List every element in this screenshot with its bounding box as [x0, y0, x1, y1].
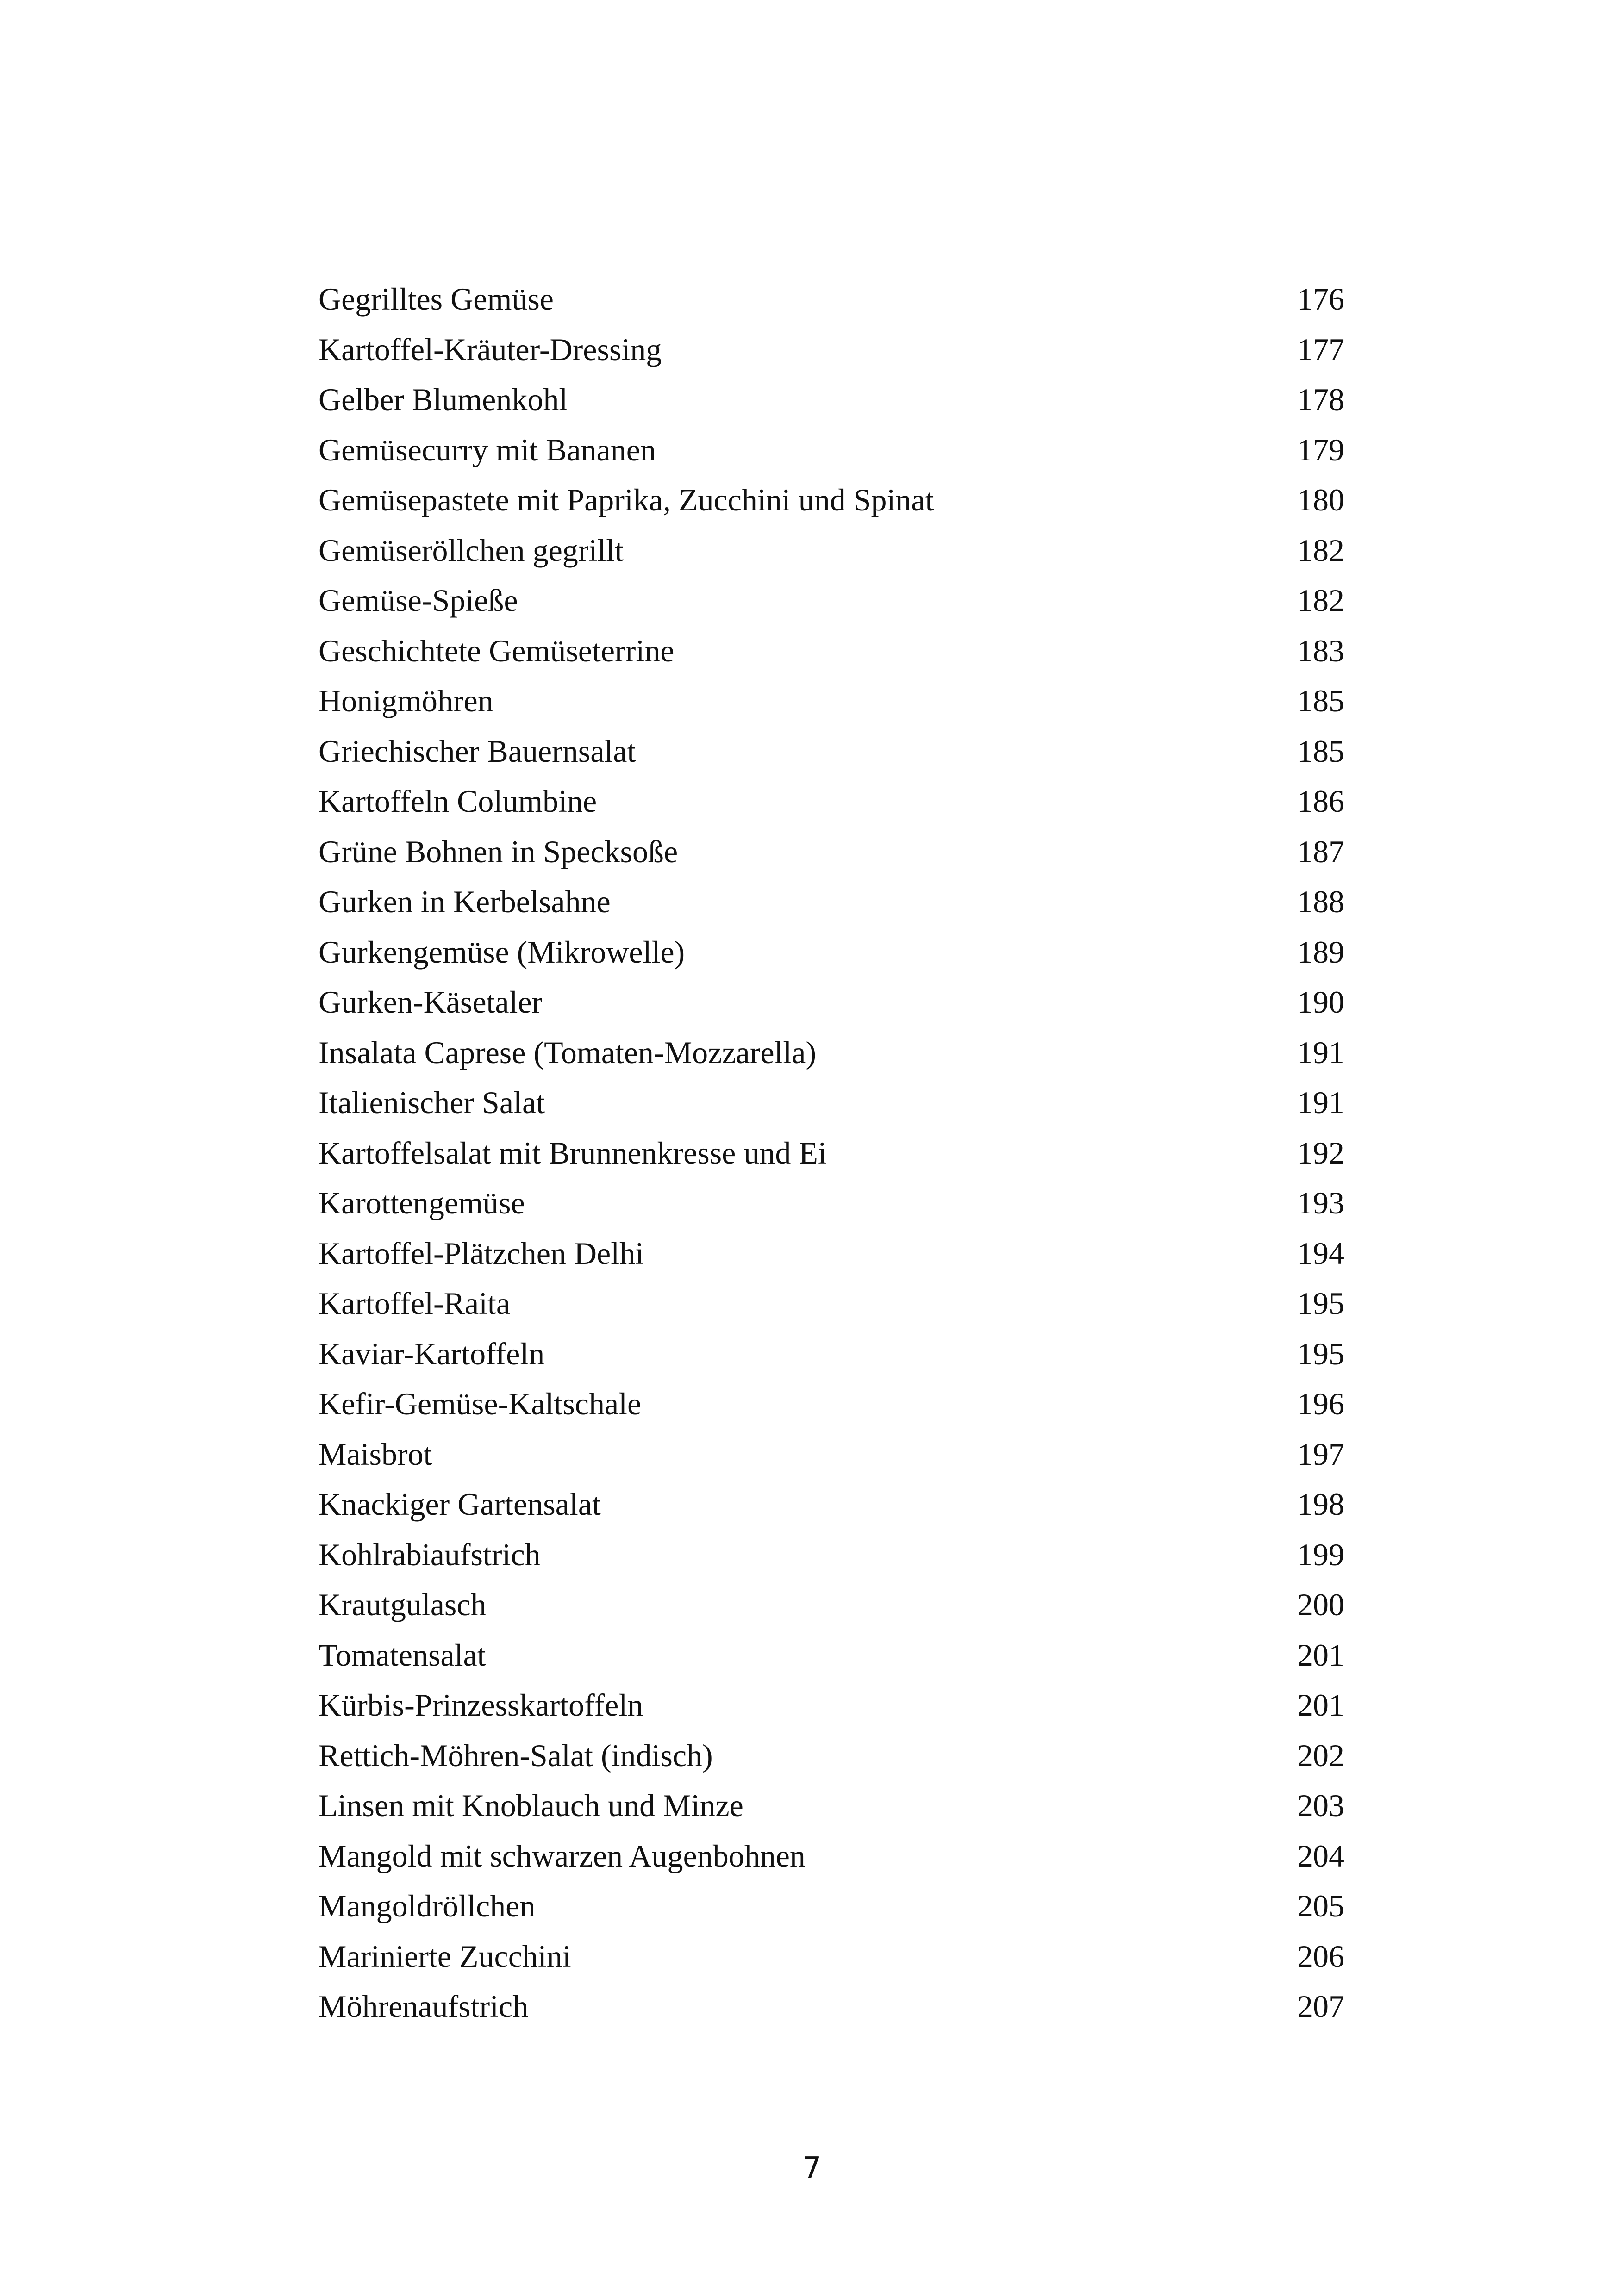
toc-entry-page: 193: [1297, 1185, 1344, 1220]
toc-entry-page: 188: [1297, 884, 1344, 919]
toc-entry-page: 185: [1297, 683, 1344, 718]
toc-entry: [319, 877, 1344, 927]
toc-entry-title: Gegrilltes Gemüse: [319, 281, 554, 317]
toc-entry: [319, 1730, 1344, 1781]
toc-entry: [319, 374, 1344, 425]
toc-entry-title: Insalata Caprese (Tomaten-Mozzarella): [319, 1034, 817, 1070]
toc-entry-title: Kartoffel-Plätzchen Delhi: [319, 1235, 644, 1271]
toc-entry-title: Geschichtete Gemüseterrine: [319, 633, 675, 668]
toc-entry-page: 205: [1297, 1888, 1344, 1923]
toc-entry-page: 199: [1297, 1537, 1344, 1572]
toc-entry-page: 202: [1297, 1737, 1344, 1773]
toc-entry-page: 178: [1297, 382, 1344, 417]
toc-entry-page: 197: [1297, 1436, 1344, 1472]
toc-entry-title: Kefir-Gemüse-Kaltschale: [319, 1386, 642, 1421]
toc-entry: [319, 274, 1344, 324]
toc-entry: [319, 1580, 1344, 1630]
toc-entry-title: Grüne Bohnen in Specksoße: [319, 834, 678, 869]
toc-entry: [319, 575, 1344, 626]
toc-entry: [319, 1429, 1344, 1480]
toc-entry-title: Marinierte Zucchini: [319, 1938, 571, 1974]
toc-entry: [319, 827, 1344, 877]
toc-entry-title: Gemüseröllchen gegrillt: [319, 532, 624, 568]
toc-entry-page: 180: [1297, 482, 1344, 517]
toc-entry: [319, 425, 1344, 475]
toc-entry-page: 185: [1297, 733, 1344, 769]
toc-entry-title: Krautgulasch: [319, 1587, 487, 1622]
toc-entry: [319, 324, 1344, 375]
toc-entry-page: 186: [1297, 784, 1344, 819]
toc-entry-page: 196: [1297, 1386, 1344, 1421]
toc-entry: [319, 1780, 1344, 1831]
toc-entry-page: 179: [1297, 432, 1344, 467]
toc-entry-page: 195: [1297, 1286, 1344, 1321]
toc-entry-page: 194: [1297, 1235, 1344, 1271]
toc-entry: [319, 1630, 1344, 1680]
toc-entry: [319, 977, 1344, 1027]
toc-entry: [319, 626, 1344, 676]
toc-entry-page: 195: [1297, 1336, 1344, 1371]
toc-entry-page: 200: [1297, 1587, 1344, 1622]
toc-entry-title: Mangold mit schwarzen Augenbohnen: [319, 1838, 806, 1873]
toc-entry-title: Gurken in Kerbelsahne: [319, 884, 611, 919]
toc-entry-page: 182: [1297, 532, 1344, 568]
toc-entry-page: 203: [1297, 1788, 1344, 1823]
toc-entry: [319, 927, 1344, 977]
toc-entry-title: Gelber Blumenkohl: [319, 382, 568, 417]
toc-entry-page: 192: [1297, 1135, 1344, 1170]
table-of-contents: [319, 274, 1344, 2032]
toc-entry: [319, 1228, 1344, 1279]
toc-entry-title: Gemüse-Spieße: [319, 583, 518, 618]
toc-entry-title: Knackiger Gartensalat: [319, 1487, 601, 1522]
toc-entry-title: Gurken-Käsetaler: [319, 984, 543, 1020]
toc-entry-page: 176: [1297, 281, 1344, 317]
toc-entry: [319, 1931, 1344, 1982]
toc-entry: [319, 1981, 1344, 2032]
toc-entry-title: Kaviar-Kartoffeln: [319, 1336, 545, 1371]
toc-entry: [319, 1128, 1344, 1178]
toc-entry-title: Kohlrabiaufstrich: [319, 1537, 541, 1572]
toc-entry-page: 187: [1297, 834, 1344, 869]
toc-entry-title: Honigmöhren: [319, 683, 493, 718]
toc-entry-title: Kürbis-Prinzesskartoffeln: [319, 1687, 643, 1723]
toc-entry-page: 182: [1297, 583, 1344, 618]
toc-entry-page: 206: [1297, 1938, 1344, 1974]
toc-entry-title: Tomatensalat: [319, 1637, 486, 1673]
toc-entry-title: Maisbrot: [319, 1436, 432, 1472]
toc-entry-page: 190: [1297, 984, 1344, 1020]
page-number: 7: [802, 2151, 822, 2185]
toc-entry-page: 183: [1297, 633, 1344, 668]
toc-entry-page: 191: [1297, 1085, 1344, 1120]
toc-entry: [319, 475, 1344, 525]
toc-entry: [319, 776, 1344, 827]
toc-entry-page: 198: [1297, 1487, 1344, 1522]
toc-entry: [319, 1379, 1344, 1429]
toc-entry-page: 191: [1297, 1034, 1344, 1070]
toc-entry: [319, 1027, 1344, 1078]
toc-entry: [319, 525, 1344, 576]
toc-entry-title: Mangoldröllchen: [319, 1888, 536, 1923]
toc-entry-title: Italienischer Salat: [319, 1085, 545, 1120]
toc-entry-title: Rettich-Möhren-Salat (indisch): [319, 1737, 713, 1773]
toc-entry-title: Karottengemüse: [319, 1185, 525, 1220]
toc-entry: [319, 1278, 1344, 1329]
toc-entry: [319, 1178, 1344, 1228]
toc-entry-title: Kartoffel-Raita: [319, 1286, 511, 1321]
toc-entry-title: Kartoffel-Kräuter-Dressing: [319, 331, 662, 367]
toc-entry-page: 207: [1297, 1989, 1344, 2024]
toc-entry: [319, 1680, 1344, 1730]
toc-entry: [319, 1831, 1344, 1881]
toc-entry: [319, 1479, 1344, 1530]
toc-entry: [319, 1881, 1344, 1931]
toc-entry-title: Kartoffeln Columbine: [319, 784, 597, 819]
toc-entry-title: Gemüsepastete mit Paprika, Zucchini und Spinat: [319, 482, 934, 517]
toc-entry: [319, 1530, 1344, 1580]
toc-entry: [319, 726, 1344, 777]
toc-entry-title: Gemüsecurry mit Bananen: [319, 432, 656, 467]
toc-entry-page: 201: [1297, 1687, 1344, 1723]
toc-entry-title: Möhrenaufstrich: [319, 1989, 529, 2024]
toc-entry-page: 177: [1297, 331, 1344, 367]
toc-entry-page: 204: [1297, 1838, 1344, 1873]
toc-entry: [319, 1077, 1344, 1128]
toc-entry: [319, 676, 1344, 726]
toc-entry-page: 189: [1297, 934, 1344, 970]
toc-entry-title: Griechischer Bauernsalat: [319, 733, 636, 769]
toc-entry-page: 201: [1297, 1637, 1344, 1673]
toc-entry-title: Gurkengemüse (Mikrowelle): [319, 934, 685, 970]
toc-entry-title: Kartoffelsalat mit Brunnenkresse und Ei: [319, 1135, 827, 1170]
toc-entry: [319, 1329, 1344, 1379]
toc-entry-title: Linsen mit Knoblauch und Minze: [319, 1788, 743, 1823]
